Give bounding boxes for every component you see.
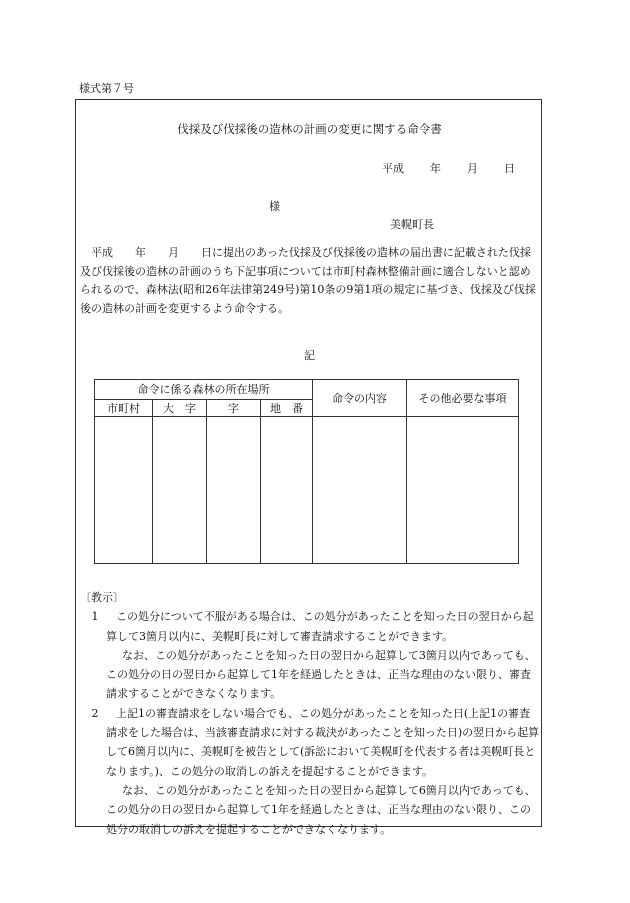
ki-heading: 記 — [304, 349, 315, 362]
oaza-cell — [153, 417, 207, 564]
item-2-number: 2 — [91, 706, 99, 720]
location-group-header: 命令に係る森林の所在場所 — [95, 380, 313, 400]
issuer: 美幌町長 — [390, 218, 434, 231]
items-table — [94, 379, 519, 564]
content-cell — [313, 417, 407, 564]
municipality-header: 市町村 — [95, 400, 153, 417]
date-month: 月 — [467, 162, 478, 175]
content-header: 命令の内容 — [313, 380, 407, 417]
item-2-text: 上記1の審査請求をしない場合でも、この処分があったことを知った日(上記1の審査請求をした場合は、当該審査請求に対する裁決があったことを知った日)の翌日から起算して6箇月以内に、美幌町を被告として(訴訟において美幌町を代表する者は美幌町長となります。)、この処分の取消しの訴えを提起することができます。 — [106, 706, 540, 778]
teaching-heading: 〔教示〕 — [80, 591, 124, 604]
teaching-item-1-sub: なお、この処分があったことを知った日の翌日から起算して3箇月以内であっても、この処分の日の翌日から起算して1年を経過したときは、正当な理由のない限り、審査請求することができなくなります。 — [106, 648, 536, 701]
item-1-text: この処分について不服がある場合は、この処分があったことを知った日の翌日から起算して3箇月以内に、美幌町長に対して審査請求することができます。 — [106, 610, 534, 643]
date-era: 平成 — [382, 162, 404, 175]
lot-number-cell — [261, 417, 313, 564]
teaching-item-1 — [90, 607, 540, 646]
aza-cell — [207, 417, 261, 564]
other-header: その他必要な事項 — [407, 380, 519, 417]
teaching-item-2 — [90, 704, 540, 781]
date-day: 日 — [504, 162, 515, 175]
other-cell — [407, 417, 519, 564]
aza-header: 字 — [207, 400, 261, 417]
lot-number-header: 地 番 — [261, 400, 313, 417]
oaza-header: 大 字 — [153, 400, 207, 417]
teaching-item-2-sub: なお、この処分があったことを知った日の翌日から起算して6箇月以内であっても、この処分の日の翌日から起算して1年を経過したときは、正当な理由のない限り、この処分の取消しの訴えを提起することができなくなります。 — [106, 783, 536, 836]
addressee: 様 — [269, 200, 280, 213]
teaching-section — [80, 588, 540, 839]
body-text: 平成 年 月 日に提出のあった伐採及び伐採後の造林の届出書に記載された伐採及び伐採後の造林の計画のうち下記事項については市町村森林整備計画に適合しないと認められるので、森林法(昭和26年法律第249号)第10条の9第1項の規定に基づき、伐採及び伐採後の造林の計画を変更するよう命令する。 — [80, 246, 536, 315]
date-year: 年 — [430, 162, 441, 175]
document-frame — [75, 99, 542, 836]
date-line — [382, 163, 515, 174]
document-title: 伐採及び伐採後の造林の計画の変更に関する命令書 — [177, 122, 442, 136]
form-number: 様式第７号 — [79, 82, 134, 95]
municipality-cell — [95, 417, 153, 564]
item-1-number: 1 — [91, 610, 99, 624]
